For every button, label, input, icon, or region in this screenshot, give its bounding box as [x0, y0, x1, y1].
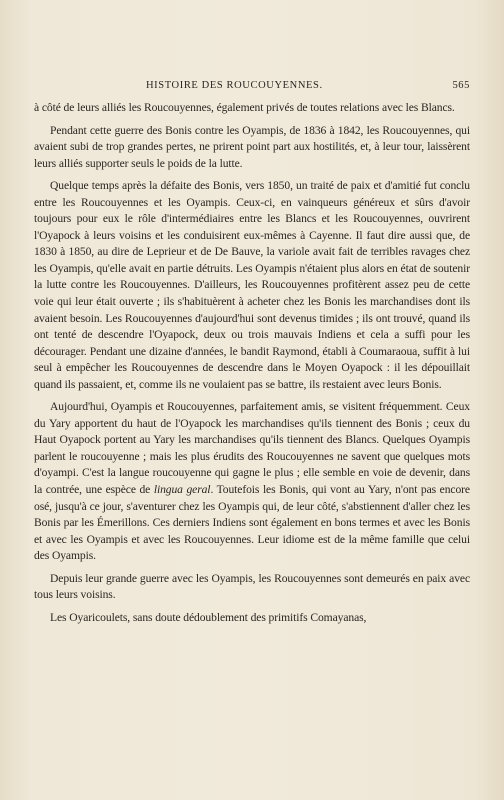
body-text: [34, 100, 470, 626]
running-header: [34, 80, 470, 94]
paragraph-1: à côté de leurs alliés les Roucouyennes, également privés de toutes relations avec les Blancs.: [34, 101, 455, 114]
running-title: HISTOIRE DES ROUCOUYENNES.: [146, 80, 323, 91]
paragraph-3: Quelque temps après la défaite des Bonis, vers 1850, un traité de paix et d'amitié fut conclu entre les Roucouyennes et les Oyampis. Ceux-ci, en vainqueurs généreux et sûrs d'avoir toujours pour eux le rôle d'intermédiaires entre les Blancs et les Roucouyennes, ouvrirent l'Oyapock à leurs voisins et les conduisirent eux-mêmes à Cayenne. Il faut dire aussi que, de 1830 à 1850, au dire de Leprieur et de De Bauve, la variole avait fait de terribles ravages chez les Oyampis, qu'elle avait en partie détruits. Les Oyampis n'étaient plus alors en état de soutenir la lutte contre les Roucouyennes. D'ailleurs, les Roucouyennes profitèrent assez peu de cette voie qui leur était ouverte ; ils s'habituèrent à acheter chez les Bonis les marchandises dont ils avaient besoin. Les Roucouyennes d'aujourd'hui sont devenus timides ; ils ont trouvé, quand ils ont tenté de descendre l'Oyapock, deux ou trois mauvais Indiens et cela a suffi pour les décourager. Pendant une dizaine d'années, le bandit Raymond, établi à Coumaraoua, suffit à lui seul à empêcher les Roucouyennes de descendre dans le Moyen Oyapock : il les dépouillait quand ils passaient, et, comme ils ne voulaient pas se battre, ils restaient avec leurs Bonis.: [34, 179, 470, 391]
paragraph-2: Pendant cette guerre des Bonis contre les Oyampis, de 1836 à 1842, les Roucouyennes, qui avaient subi de trop grandes pertes, ne prirent point part aux hostilités, et, à leur tour, laissèrent leurs alliés supporter seuls le poids de la lutte.: [34, 123, 470, 170]
paragraph-4-italic: lingua geral: [153, 483, 211, 497]
paragraph-4-text-b: . Toutefois les Bonis, qui vont au Yary, n'ont pas encore osé, jusqu'à ce jour, s'aventurer chez les Oyampis qui, de leur côté, s'abstiennent d'aller chez les Bonis par les Émerillons. Ces derniers Indiens sont également en bons termes et avec les Bonis et avec les Oyampis et avec les Roucouyennes. Leur idiome est de la même famille que celui des Oyampis.: [34, 483, 470, 563]
page-number: 565: [452, 80, 470, 91]
paragraph-6: Les Oyaricoulets, sans doute dédoublement des primitifs Comayanas,: [50, 610, 367, 624]
paragraph-4: [34, 399, 470, 564]
paragraph-4-text-a: Aujourd'hui, Oyampis et Roucouyennes, parfaitement amis, se visitent fréquemment. Ceux du Yary apportent du haut de l'Oyapock les marchandises qu'ils tiennent des Bonis ; ceux du Haut Oyapock portent au Yary les marchandises qu'ils tiennent des Blancs. Quelques Oyampis parlent le roucouyenne ; mais les plus érudits des Roucouyennes ne savent que quelques mots d'oyampi. C'est la langue roucouyenne qui gagne le plus ; elle semble en voie de devenir, dans la contrée, une espèce de: [34, 400, 470, 497]
paragraph-5: Depuis leur grande guerre avec les Oyampis, les Roucouyennes sont demeurés en paix avec tous leurs voisins.: [34, 571, 470, 602]
